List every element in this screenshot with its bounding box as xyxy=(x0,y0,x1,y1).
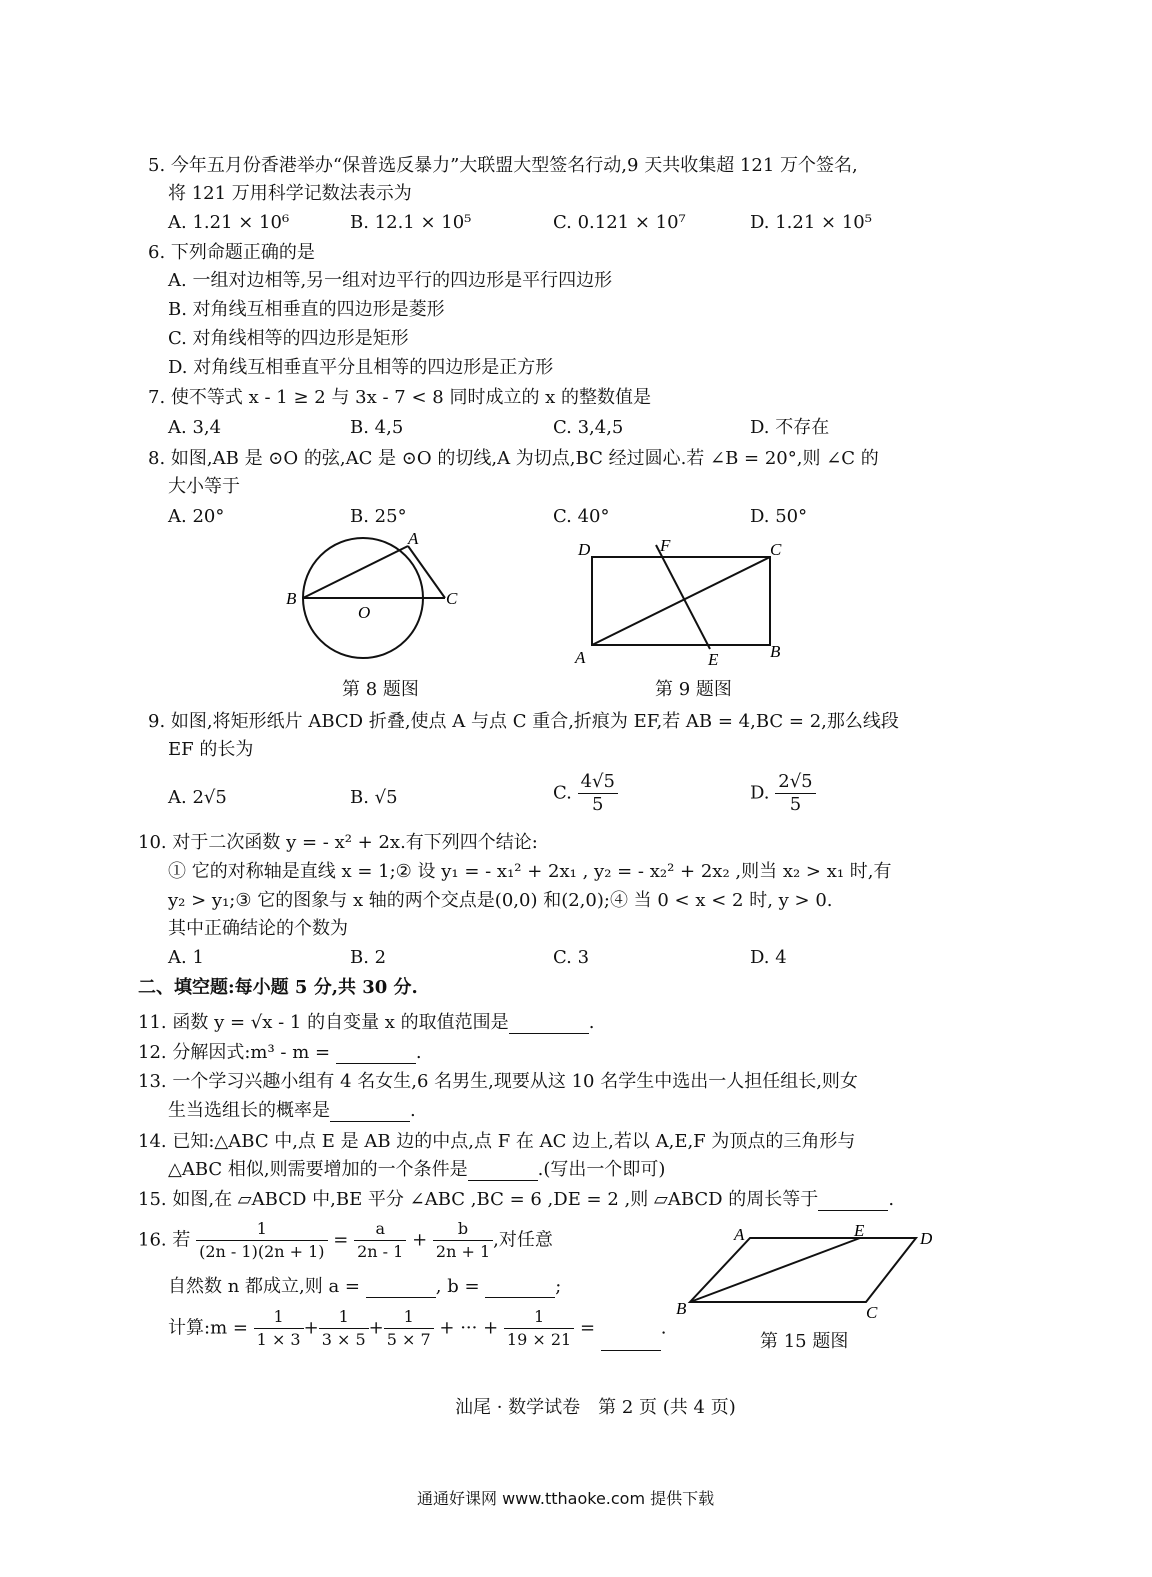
fig8-label-b: B xyxy=(286,589,297,608)
q6-stem: 6. 下列命题正确的是 xyxy=(148,242,315,263)
fig9-label-e: E xyxy=(708,650,719,669)
q16-fraction-3 xyxy=(433,1218,493,1263)
q16-a-blank xyxy=(366,1279,436,1298)
q6-option-c: C. 对角线相等的四边形是矩形 xyxy=(168,328,409,349)
segment-be xyxy=(690,1238,860,1302)
fig9-label-d: D xyxy=(578,540,591,559)
q16-f1-numerator: 1 xyxy=(196,1218,327,1241)
q9-option-a: A. 2√5 xyxy=(168,787,227,808)
q12-answer-blank xyxy=(336,1045,416,1064)
q9-d-numerator: 2√5 xyxy=(775,771,815,794)
q16-b-blank xyxy=(485,1279,555,1298)
q15-text: 15. 如图,在 ▱ABCD 中,BE 平分 ∠ABC ,BC = 6 ,DE = 2 ,则 ▱ABCD 的周长等于 xyxy=(138,1189,819,1210)
q16-equals: = xyxy=(333,1229,349,1251)
q10-line3: 其中正确结论的个数为 xyxy=(168,918,348,939)
q9-c-denominator: 5 xyxy=(592,794,604,815)
fig15-label-a: A xyxy=(734,1225,745,1244)
q5-option-c: C. 0.121 × 10⁷ xyxy=(553,212,686,233)
q16-fraction-1 xyxy=(196,1218,327,1263)
q16-line2 xyxy=(168,1276,561,1298)
q12-text: 12. 分解因式:m³ - m = xyxy=(138,1042,331,1063)
q10-line2: y₂ > y₁;③ 它的图象与 x 轴的两个交点是(0,0) 和(2,0);④ 当 0 < x < 2 时, y > 0. xyxy=(168,890,833,911)
fig15-label-c: C xyxy=(866,1303,878,1322)
q16-fraction-2 xyxy=(354,1218,406,1263)
q16-line2-end: ; xyxy=(555,1276,562,1297)
q16-calc-text: 计算:m = xyxy=(168,1317,248,1339)
q10-option-a: A. 1 xyxy=(168,947,204,968)
q16-tail: ,对任意 xyxy=(493,1229,553,1251)
q16-calc-fraction-4 xyxy=(504,1306,574,1351)
q14-answer-blank xyxy=(468,1162,538,1181)
q9-line2: EF 的长为 xyxy=(168,739,254,760)
q8-line2: 大小等于 xyxy=(168,476,240,497)
q8-line1: 8. 如图,AB 是 ⊙O 的弦,AC 是 ⊙O 的切线,A 为切点,BC 经过圆心.若 ∠B = 20°,则 ∠C 的 xyxy=(148,448,879,469)
fig9-label-a: A xyxy=(575,648,586,667)
fig15-label-e: E xyxy=(854,1222,865,1240)
q14-text: △ABC 相似,则需要增加的一个条件是 xyxy=(168,1159,468,1180)
q16-c4-denominator: 19 × 21 xyxy=(506,1330,572,1349)
q5-option-a: A. 1.21 × 10⁶ xyxy=(168,212,290,233)
q10-option-c: C. 3 xyxy=(553,947,590,968)
q15 xyxy=(138,1189,894,1211)
q10-line1: ① 它的对称轴是直线 x = 1;② 设 y₁ = - x₁² + 2x₁ , y₂ = - x₂² + 2x₂ ,则当 x₂ > x₁ 时,有 xyxy=(168,861,892,882)
q5-line2: 将 121 万用科学记数法表示为 xyxy=(168,183,412,204)
q8-option-a: A. 20° xyxy=(168,506,225,527)
q16-c4-numerator: 1 xyxy=(504,1306,574,1329)
q5-line1: 5. 今年五月份香港举办“保普选反暴力”大联盟大型签名行动,9 天共收集超 121 万个签名, xyxy=(148,155,858,176)
q8-option-b: B. 25° xyxy=(350,506,407,527)
q16-m-blank xyxy=(601,1332,661,1351)
q9-d-denominator: 5 xyxy=(789,794,802,815)
q16-line1 xyxy=(138,1218,553,1263)
q9-option-c xyxy=(553,771,618,816)
fig15-label-d: D xyxy=(920,1229,933,1248)
q9-option-d-fraction xyxy=(775,771,815,816)
diagonal-ac xyxy=(592,557,770,645)
q16-f1-denominator: (2n - 1)(2n + 1) xyxy=(199,1242,325,1261)
q14-line2 xyxy=(168,1159,665,1181)
q14-line1: 14. 已知:△ABC 中,点 E 是 AB 边的中点,点 F 在 AC 边上,若以 A,E,F 为顶点的三角形与 xyxy=(138,1131,856,1152)
q14-end: .(写出一个即可) xyxy=(537,1159,666,1180)
fig9-label-f: F xyxy=(660,536,671,555)
fig8-label-a: A xyxy=(408,529,419,548)
q16-c2-numerator: 1 xyxy=(319,1306,369,1329)
fig8-caption: 第 8 题图 xyxy=(342,679,419,700)
figure-8-circle xyxy=(280,528,470,678)
q16-c1-denominator: 1 × 3 xyxy=(256,1330,301,1349)
q16-line3: 计算:m = $\frac{1}{1 \times 3}$ + $\frac{1}{3 \times 5}$ + $\frac{1}{5 \times 7}$ + ··· + $\frac{1}{19 \times 21}$ = . xyxy=(168,1307,667,1349)
fig9-caption: 第 9 题图 xyxy=(655,679,732,700)
q10-stem: 10. 对于二次函数 y = - x² + 2x.有下列四个结论: xyxy=(138,832,538,853)
fig8-label-o: O xyxy=(358,603,371,622)
fig9-label-c: C xyxy=(770,540,782,559)
q13-end: . xyxy=(410,1100,416,1121)
q16-c1-numerator: 1 xyxy=(254,1306,304,1329)
q16-calc-end: . xyxy=(660,1317,667,1339)
q16-plus: + xyxy=(412,1229,428,1251)
q9-option-c-fraction xyxy=(578,771,618,816)
q16-c3-denominator: 5 × 7 xyxy=(386,1330,431,1349)
download-watermark: 通通好课网 www.tthaoke.com 提供下载 xyxy=(417,1489,715,1508)
parallelogram-abcd xyxy=(690,1238,916,1302)
q7-option-a: A. 3,4 xyxy=(168,417,222,438)
q11-end: . xyxy=(588,1012,595,1033)
q9-option-c-label: C. xyxy=(553,782,572,804)
fig8-label-c: C xyxy=(446,589,458,608)
q12 xyxy=(138,1042,422,1064)
section-2-title: 二、填空题:每小题 5 分,共 30 分. xyxy=(138,977,418,998)
q8-option-d: D. 50° xyxy=(750,506,808,527)
q9-option-d xyxy=(750,771,816,816)
q16-calc-fraction-2 xyxy=(319,1306,369,1351)
q11-answer-blank xyxy=(509,1015,589,1034)
q11 xyxy=(138,1012,594,1034)
fig15-label-b: B xyxy=(676,1299,687,1318)
q6-option-d: D. 对角线互相垂直平分且相等的四边形是正方形 xyxy=(168,357,554,378)
fig9-label-b: B xyxy=(770,642,781,661)
q13-line2 xyxy=(168,1100,416,1122)
q16-f2-denominator: 2n - 1 xyxy=(357,1242,404,1261)
q7-option-d: D. 不存在 xyxy=(750,417,830,438)
q9-c-numerator: 4√5 xyxy=(578,771,618,794)
q16-c2-denominator: 3 × 5 xyxy=(321,1330,366,1349)
q6-option-b: B. 对角线互相垂直的四边形是菱形 xyxy=(168,299,445,320)
q16-f2-numerator: a xyxy=(354,1218,406,1241)
q10-option-b: B. 2 xyxy=(350,947,387,968)
q13-answer-blank xyxy=(330,1103,410,1122)
q16-f3-denominator: 2n + 1 xyxy=(435,1242,491,1261)
q15-end: . xyxy=(888,1189,895,1210)
page-footer: 汕尾 · 数学试卷 第 2 页 (共 4 页) xyxy=(455,1397,736,1418)
q13-line1: 13. 一个学习兴趣小组有 4 名女生,6 名男生,现要从这 10 名学生中选出一人担任组长,则女 xyxy=(138,1071,858,1092)
q13-text: 生当选组长的概率是 xyxy=(168,1100,330,1121)
q7-stem: 7. 使不等式 x - 1 ≥ 2 与 3x - 7 < 8 同时成立的 x 的整数值是 xyxy=(148,387,652,408)
q16-calc-equals: = xyxy=(579,1317,596,1339)
q5-option-b: B. 12.1 × 10⁵ xyxy=(350,212,472,233)
q9-option-b: B. √5 xyxy=(350,787,398,808)
q16-f3-numerator: b xyxy=(433,1218,493,1241)
q11-text: 11. 函数 y = √x - 1 的自变量 x 的取值范围是 xyxy=(138,1012,509,1033)
figure-9-rectangle xyxy=(570,535,795,675)
figure-15-parallelogram xyxy=(670,1222,940,1322)
q7-option-b: B. 4,5 xyxy=(350,417,404,438)
q16-line2-text: 自然数 n 都成立,则 a = xyxy=(168,1276,361,1297)
q5-option-d: D. 1.21 × 10⁵ xyxy=(750,212,872,233)
q10-option-d: D. 4 xyxy=(750,947,787,968)
q15-answer-blank xyxy=(818,1192,888,1211)
q16-calc-fraction-1 xyxy=(254,1306,304,1351)
fold-ef xyxy=(656,545,710,649)
fig15-caption: 第 15 题图 xyxy=(760,1331,849,1352)
q16-c3-numerator: 1 xyxy=(384,1306,434,1329)
q8-option-c: C. 40° xyxy=(553,506,610,527)
q16-calc-fraction-3 xyxy=(384,1306,434,1351)
q16-line2-mid: , b = xyxy=(435,1276,480,1297)
q6-option-a: A. 一组对边相等,另一组对边平行的四边形是平行四边形 xyxy=(168,270,613,291)
q7-option-c: C. 3,4,5 xyxy=(553,417,624,438)
q12-end: . xyxy=(415,1042,422,1063)
segment-ab xyxy=(303,546,408,598)
q16-lead: 16. 若 xyxy=(138,1229,191,1251)
segment-ac xyxy=(408,546,445,598)
q16-dots: + ··· + xyxy=(439,1317,499,1339)
q9-line1: 9. 如图,将矩形纸片 ABCD 折叠,使点 A 与点 C 重合,折痕为 EF,若 AB = 4,BC = 2,那么线段 xyxy=(148,711,899,732)
q9-option-d-label: D. xyxy=(750,782,770,804)
